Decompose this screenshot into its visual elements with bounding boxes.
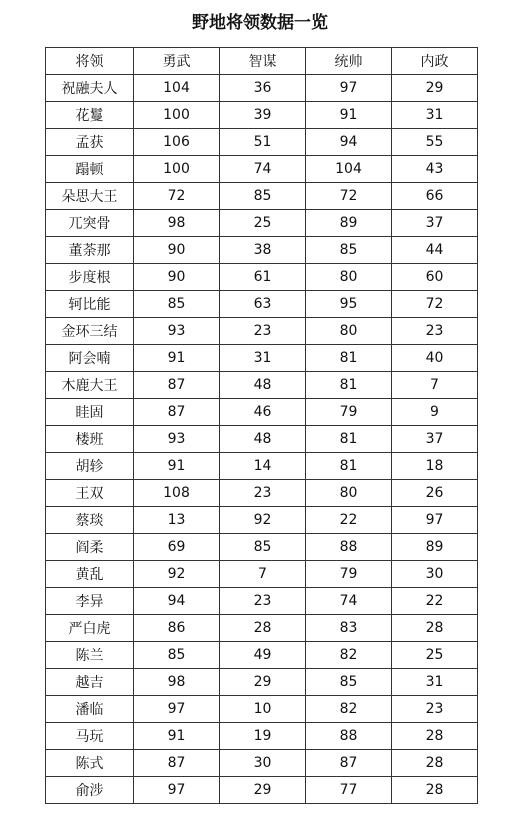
cell-valor: 85	[134, 642, 220, 669]
cell-valor: 92	[134, 561, 220, 588]
table-row	[46, 507, 478, 534]
table-row	[46, 480, 478, 507]
cell-command: 91	[306, 102, 392, 129]
cell-general-name: 蹋顿	[46, 156, 134, 183]
cell-general-name: 轲比能	[46, 291, 134, 318]
cell-general-name: 严白虎	[46, 615, 134, 642]
table-row	[46, 129, 478, 156]
cell-strategy: 14	[220, 453, 306, 480]
table-row	[46, 237, 478, 264]
cell-politics: 43	[392, 156, 478, 183]
cell-command: 81	[306, 426, 392, 453]
cell-politics: 28	[392, 777, 478, 804]
cell-command: 89	[306, 210, 392, 237]
cell-command: 80	[306, 318, 392, 345]
cell-politics: 66	[392, 183, 478, 210]
table-row	[46, 156, 478, 183]
table-row	[46, 669, 478, 696]
table-row	[46, 426, 478, 453]
cell-strategy: 39	[220, 102, 306, 129]
cell-command: 79	[306, 561, 392, 588]
cell-general-name: 陈式	[46, 750, 134, 777]
cell-politics: 23	[392, 696, 478, 723]
cell-command: 85	[306, 237, 392, 264]
cell-valor: 87	[134, 750, 220, 777]
cell-politics: 28	[392, 750, 478, 777]
cell-strategy: 85	[220, 534, 306, 561]
cell-politics: 29	[392, 75, 478, 102]
cell-politics: 40	[392, 345, 478, 372]
cell-strategy: 23	[220, 480, 306, 507]
cell-politics: 7	[392, 372, 478, 399]
cell-strategy: 10	[220, 696, 306, 723]
table-row	[46, 291, 478, 318]
cell-valor: 86	[134, 615, 220, 642]
cell-command: 81	[306, 372, 392, 399]
cell-command: 85	[306, 669, 392, 696]
cell-valor: 69	[134, 534, 220, 561]
cell-valor: 100	[134, 156, 220, 183]
cell-command: 104	[306, 156, 392, 183]
header-valor: 勇武	[134, 48, 220, 75]
table-row	[46, 642, 478, 669]
table-row	[46, 534, 478, 561]
table-row	[46, 318, 478, 345]
table-row	[46, 561, 478, 588]
cell-command: 88	[306, 723, 392, 750]
cell-general-name: 孟获	[46, 129, 134, 156]
cell-command: 94	[306, 129, 392, 156]
cell-valor: 93	[134, 426, 220, 453]
cell-command: 82	[306, 696, 392, 723]
cell-command: 82	[306, 642, 392, 669]
cell-valor: 100	[134, 102, 220, 129]
table-row	[46, 264, 478, 291]
cell-valor: 13	[134, 507, 220, 534]
cell-valor: 91	[134, 345, 220, 372]
cell-general-name: 楼班	[46, 426, 134, 453]
cell-command: 79	[306, 399, 392, 426]
cell-politics: 26	[392, 480, 478, 507]
cell-strategy: 36	[220, 75, 306, 102]
cell-strategy: 46	[220, 399, 306, 426]
cell-command: 97	[306, 75, 392, 102]
cell-general-name: 木鹿大王	[46, 372, 134, 399]
cell-valor: 90	[134, 264, 220, 291]
cell-general-name: 阎柔	[46, 534, 134, 561]
header-command: 统帅	[306, 48, 392, 75]
cell-general-name: 兀突骨	[46, 210, 134, 237]
cell-strategy: 30	[220, 750, 306, 777]
table-row	[46, 345, 478, 372]
cell-general-name: 王双	[46, 480, 134, 507]
cell-command: 22	[306, 507, 392, 534]
table-row	[46, 723, 478, 750]
cell-valor: 72	[134, 183, 220, 210]
cell-command: 80	[306, 480, 392, 507]
cell-strategy: 7	[220, 561, 306, 588]
cell-strategy: 85	[220, 183, 306, 210]
cell-valor: 87	[134, 372, 220, 399]
cell-valor: 108	[134, 480, 220, 507]
cell-valor: 104	[134, 75, 220, 102]
cell-command: 83	[306, 615, 392, 642]
cell-command: 81	[306, 453, 392, 480]
table-row	[46, 777, 478, 804]
cell-general-name: 步度根	[46, 264, 134, 291]
cell-valor: 91	[134, 453, 220, 480]
cell-politics: 9	[392, 399, 478, 426]
table-row	[46, 102, 478, 129]
cell-general-name: 祝融夫人	[46, 75, 134, 102]
cell-general-name: 胡轸	[46, 453, 134, 480]
cell-politics: 44	[392, 237, 478, 264]
cell-general-name: 花鬘	[46, 102, 134, 129]
cell-general-name: 马玩	[46, 723, 134, 750]
cell-strategy: 31	[220, 345, 306, 372]
cell-politics: 97	[392, 507, 478, 534]
cell-politics: 37	[392, 426, 478, 453]
cell-valor: 106	[134, 129, 220, 156]
cell-strategy: 29	[220, 777, 306, 804]
cell-general-name: 越吉	[46, 669, 134, 696]
cell-general-name: 李异	[46, 588, 134, 615]
cell-politics: 89	[392, 534, 478, 561]
cell-politics: 31	[392, 669, 478, 696]
cell-general-name: 眭固	[46, 399, 134, 426]
cell-valor: 87	[134, 399, 220, 426]
cell-valor: 94	[134, 588, 220, 615]
page-title: 野地将领数据一览	[192, 13, 328, 33]
table-row	[46, 750, 478, 777]
cell-valor: 93	[134, 318, 220, 345]
cell-general-name: 蔡琰	[46, 507, 134, 534]
cell-politics: 22	[392, 588, 478, 615]
cell-command: 88	[306, 534, 392, 561]
cell-strategy: 23	[220, 588, 306, 615]
cell-general-name: 董荼那	[46, 237, 134, 264]
cell-general-name: 阿会喃	[46, 345, 134, 372]
cell-valor: 90	[134, 237, 220, 264]
cell-command: 95	[306, 291, 392, 318]
cell-strategy: 92	[220, 507, 306, 534]
header-general: 将领	[46, 48, 134, 75]
general-stats-table	[45, 47, 478, 804]
cell-strategy: 25	[220, 210, 306, 237]
cell-strategy: 63	[220, 291, 306, 318]
cell-general-name: 金环三结	[46, 318, 134, 345]
cell-strategy: 38	[220, 237, 306, 264]
cell-valor: 97	[134, 696, 220, 723]
cell-politics: 28	[392, 723, 478, 750]
cell-politics: 72	[392, 291, 478, 318]
cell-strategy: 19	[220, 723, 306, 750]
table-row	[46, 615, 478, 642]
cell-valor: 91	[134, 723, 220, 750]
cell-politics: 25	[392, 642, 478, 669]
cell-politics: 31	[392, 102, 478, 129]
table-row	[46, 210, 478, 237]
table-header-row	[46, 48, 478, 75]
cell-politics: 28	[392, 615, 478, 642]
cell-command: 81	[306, 345, 392, 372]
cell-strategy: 23	[220, 318, 306, 345]
cell-command: 72	[306, 183, 392, 210]
table-row	[46, 588, 478, 615]
table-body	[46, 75, 478, 804]
cell-politics: 37	[392, 210, 478, 237]
cell-general-name: 俞涉	[46, 777, 134, 804]
cell-general-name: 陈兰	[46, 642, 134, 669]
cell-politics: 55	[392, 129, 478, 156]
table-row	[46, 453, 478, 480]
cell-command: 74	[306, 588, 392, 615]
cell-strategy: 29	[220, 669, 306, 696]
cell-valor: 98	[134, 210, 220, 237]
table-row	[46, 399, 478, 426]
cell-strategy: 51	[220, 129, 306, 156]
table-row	[46, 696, 478, 723]
cell-general-name: 黄乱	[46, 561, 134, 588]
table-row	[46, 75, 478, 102]
cell-politics: 18	[392, 453, 478, 480]
cell-strategy: 28	[220, 615, 306, 642]
cell-strategy: 48	[220, 426, 306, 453]
header-strategy: 智谋	[220, 48, 306, 75]
cell-general-name: 朵思大王	[46, 183, 134, 210]
table-row	[46, 372, 478, 399]
cell-politics: 23	[392, 318, 478, 345]
cell-valor: 85	[134, 291, 220, 318]
cell-politics: 30	[392, 561, 478, 588]
cell-command: 80	[306, 264, 392, 291]
header-politics: 内政	[392, 48, 478, 75]
cell-strategy: 49	[220, 642, 306, 669]
cell-valor: 98	[134, 669, 220, 696]
cell-strategy: 48	[220, 372, 306, 399]
cell-strategy: 61	[220, 264, 306, 291]
cell-command: 77	[306, 777, 392, 804]
cell-general-name: 潘临	[46, 696, 134, 723]
cell-strategy: 74	[220, 156, 306, 183]
table-row	[46, 183, 478, 210]
cell-valor: 97	[134, 777, 220, 804]
cell-command: 87	[306, 750, 392, 777]
cell-politics: 60	[392, 264, 478, 291]
